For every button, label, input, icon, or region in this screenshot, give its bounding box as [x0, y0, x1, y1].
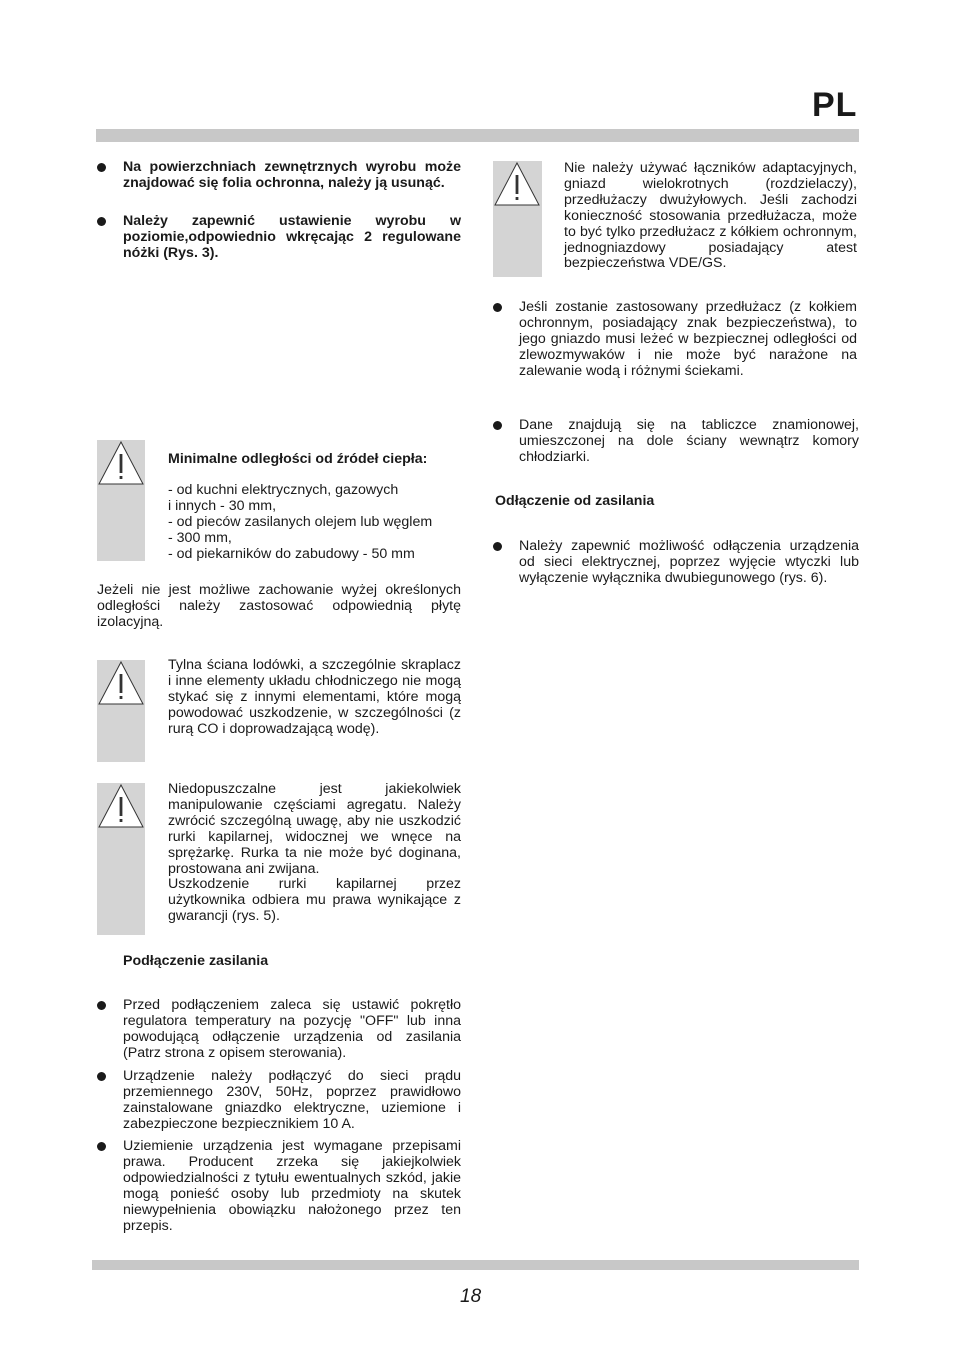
list-item: Urządzenie należy podłączyć do sieci prądu przemiennego 230V, 50Hz, poprzez prawidłowo zainstalowane gniazdko elektryczne, uziemione i zabezpieczone bezpiecznikiem 10 A.	[97, 1069, 461, 1135]
header-rule	[96, 129, 859, 142]
warning-triangle-icon	[493, 161, 541, 209]
warning-box	[97, 440, 145, 561]
list-item: Na powierzchniach zewnętrznych wyrobu może znajdować się folia ochronna, należy ją usunąć.	[97, 160, 461, 210]
insulation-paragraph: Jeżeli nie jest możliwe zachowanie wyżej określonych odległości należy zastosować odpowiednią płytę izolacyjną.	[97, 582, 461, 630]
power-heading: Podłączenie zasilania	[123, 953, 269, 969]
bullet-dot-icon	[97, 1142, 106, 1151]
bullet-dot-icon	[493, 542, 502, 551]
rear-wall-paragraph: Tylna ściana lodówki, a szczególnie skraplacz i inne elementy układu chłodniczego nie mogą stykać się z innymi elementami, które mogą powodować uszkodzenie, w szczególności (z rurą CO i doprowadzającą wodę).	[168, 657, 461, 737]
warning-box	[97, 660, 145, 762]
warning-box	[97, 783, 145, 935]
bullet-dot-icon	[97, 1001, 106, 1010]
list-line: - od pieców zasilanych olejem lub węglem	[168, 513, 433, 530]
adapters-paragraph: Nie należy używać łączników adaptacyjnych, gniazd wielokrotnych (rozdzielaczy), przedłużaczy dwużyłowych. Jeśli zachodzi konieczność stosowania przedłużacza, może to być tylko przedłużacz z kółkiem ochronnym, jednogniazdowy posiadający atest bezpieczeństwa VDE/GS.	[564, 160, 857, 272]
list-line: - od piekarników do zabudowy - 50 mm	[168, 545, 415, 562]
list-item: Jeśli zostanie zastosowany przedłużacz (z kołkiem ochronnym, posiadający znak bezpieczeństwa), to jego gniazdo musi leżeć w bezpiecznej odległości od zlewozmywaków i nie może być narażone na zalewanie wodą i różnymi ściekami.	[493, 300, 857, 396]
warning-triangle-icon	[97, 783, 145, 831]
warning-triangle-icon	[97, 660, 145, 708]
list-item: Należy zapewnić możliwość odłączenia urządzenia od sieci elektrycznej, poprzez wyjęcie wtyczki lub wyłączenie wyłącznika dwubiegunowego (rys. 6).	[493, 539, 859, 605]
list-item: Należy zapewnić ustawienie wyrobu w poziomie,odpowiednio wkręcając 2 regulowane nóżki (Rys. 3).	[97, 214, 461, 264]
list-line: - 300 mm,	[168, 529, 232, 546]
list-item: Dane znajdują się na tabliczce znamionowej, umieszczonej na dole ściany wewnątrz komory chłodziarki.	[493, 418, 859, 468]
bullet-dot-icon	[493, 421, 502, 430]
list-item: Przed podłączeniem zaleca się ustawić pokrętło regulatora temperatury na pozycję "OFF" lub inna powodującą odłączenie urządzenia od zasilania (Patrz strona z opisem sterowania).	[97, 998, 461, 1064]
footer-rule	[92, 1260, 859, 1270]
page-number: 18	[460, 1286, 482, 1307]
manipulation-text: Niedopuszczalne jest jakiekolwiek manipulowanie częściami agregatu. Należy zwrócić szczególną uwagę, aby nie uszkodzić rurki kapilarnej, widocznej we wnęce na sprężarkę. Rurka ta nie może być doginana, prostowana ani zwijana.	[168, 781, 461, 877]
language-code: PL	[812, 86, 858, 124]
warning-box	[493, 161, 542, 277]
heat-distance-title: Minimalne odległości od źródeł ciepła:	[168, 451, 428, 467]
bullet-dot-icon	[97, 163, 106, 172]
warning-triangle-icon	[97, 440, 145, 488]
list-line: - od kuchni elektrycznych, gazowych	[168, 482, 399, 498]
heat-distance-list	[168, 483, 468, 563]
warranty-text: Uszkodzenie rurki kapilarnej przez użytkownika odbiera mu prawa wynikające z gwarancji (rys. 5).	[168, 876, 461, 925]
bullet-dot-icon	[97, 217, 106, 226]
bullet-dot-icon	[493, 303, 502, 312]
bullet-dot-icon	[97, 1072, 106, 1081]
list-line: i innych - 30 mm,	[168, 497, 277, 514]
disconnect-heading: Odłączenie od zasilania	[495, 493, 655, 509]
manipulation-paragraph	[168, 782, 461, 925]
list-item: Uziemienie urządzenia jest wymagane przepisami prawa. Producent zrzeka się jakiejkolwiek odpowiedzialności z tytułu ewentualnych szkód, jakie mogą ponieść osoby lub przedmioty na skutek niewypełnienia obowiązku nałożonego przez ten przepis.	[97, 1139, 461, 1239]
